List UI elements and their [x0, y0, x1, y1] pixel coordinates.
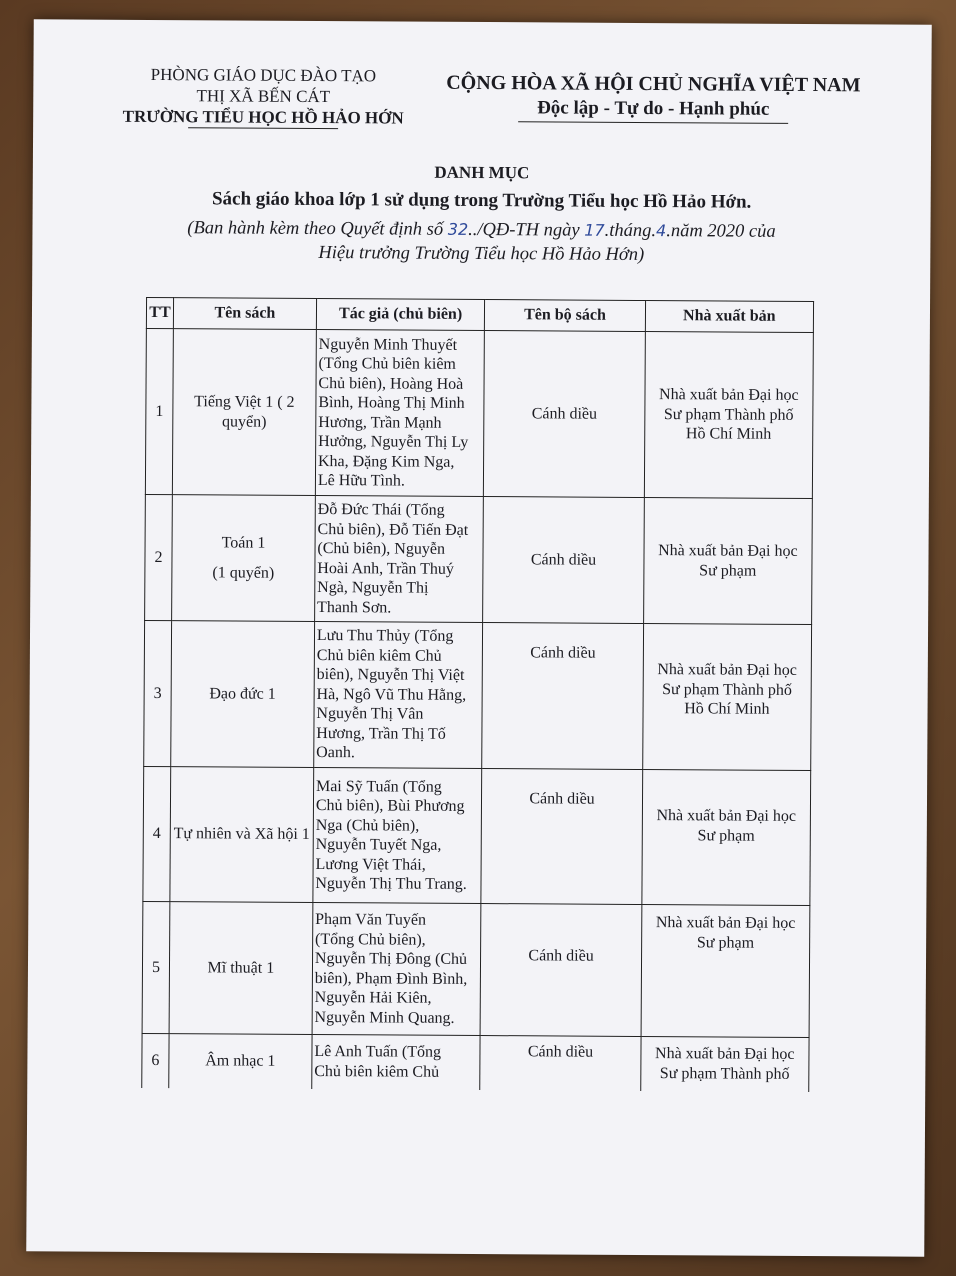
publisher-line: Nhà xuất bản Đại học	[659, 386, 799, 405]
authors	[312, 902, 481, 1035]
table-row	[144, 620, 812, 770]
authors	[312, 1034, 481, 1089]
publisher	[642, 624, 811, 771]
author-line: Bình, Hoàng Thị Minh	[318, 394, 465, 412]
header-book-title: Tên sách	[173, 298, 316, 330]
author-line: Chủ biên kiêm Chủ	[316, 646, 442, 665]
org-line-2: THỊ XÃ BẾN CÁT	[196, 86, 331, 107]
author-line: biên), Phạm Đình Bình,	[314, 969, 468, 988]
issuing-authority-block	[103, 64, 423, 130]
author-line: Chủ biên), Hoàng Hoà	[318, 374, 464, 393]
book-title: Âm nhạc 1	[169, 1034, 312, 1089]
header-tt: TT	[146, 297, 173, 328]
book-title	[172, 495, 316, 622]
series-name: Cánh diều	[484, 331, 645, 498]
book-title-line: quyển)	[221, 412, 267, 431]
author-line: Nguyễn Thị Đông (Chủ	[314, 950, 468, 968]
series-name: Cánh diều	[481, 769, 642, 905]
author-line: Nguyễn Thị Thu Trang.	[315, 875, 467, 893]
book-title	[172, 329, 316, 496]
publisher-line: Sư phạm	[699, 561, 757, 580]
series-name: Cánh diều	[480, 1036, 641, 1091]
row-number: 2	[145, 494, 173, 620]
handwritten-decision-number: 32	[447, 219, 469, 239]
author-line: Nguyễn Thị Vân	[316, 705, 424, 723]
national-motto-block	[433, 70, 873, 125]
note-text: .tháng.	[604, 220, 657, 242]
author-line: Lê Hữu Tình.	[317, 472, 405, 490]
author-line: (Tổng Chủ biên kiêm	[318, 355, 456, 373]
author-line: Mai Sỹ Tuấn (Tổng	[315, 777, 442, 796]
author-line: Ngà, Nguyễn Thị	[317, 579, 429, 597]
row-number: 5	[142, 901, 170, 1033]
publisher-line: Sư phạm Thành phố	[659, 1064, 790, 1083]
series-name: Cánh diều	[480, 904, 641, 1037]
table-row	[143, 766, 811, 905]
publisher	[643, 498, 812, 625]
author-line: Hà, Ngô Vũ Thu Hằng,	[316, 685, 467, 704]
publisher-line: Sư phạm	[696, 933, 755, 952]
author-line: Lương Việt Thái,	[315, 855, 426, 874]
series-name: Cánh diều	[482, 623, 643, 770]
author-line: Đỗ Đức Thái (Tổng	[317, 501, 445, 519]
author-line: Nguyễn Tuyết Nga,	[315, 836, 442, 854]
author-line: Chủ biên kiêm Chủ	[314, 1062, 440, 1081]
publisher-line: Nhà xuất bản Đại học	[658, 542, 798, 560]
table-row	[142, 1033, 809, 1091]
author-line: Oanh.	[316, 744, 355, 762]
publisher-line: Hồ Chí Minh	[684, 700, 770, 718]
publisher-line: Nhà xuất bản Đại học	[654, 1045, 795, 1064]
publisher-line: Nhà xuất bản Đại học	[656, 807, 797, 825]
row-number: 6	[142, 1033, 169, 1087]
authors	[315, 495, 484, 622]
header-publisher: Nhà xuất bản	[645, 301, 813, 333]
author-line: Thanh Sơn.	[317, 598, 392, 616]
document-page	[26, 19, 932, 1256]
row-number: 4	[143, 766, 171, 901]
author-line: Chủ biên), Bùi Phương	[315, 797, 465, 815]
note-text: .năm 2020 của	[666, 221, 776, 242]
publisher-line: Nhà xuất bản Đại học	[657, 661, 797, 679]
document-heading: DANH MỤC	[434, 162, 530, 183]
note-text: ../QĐ-TH ngày	[468, 219, 585, 241]
note-text: (Ban hành kèm theo Quyết định số	[187, 218, 448, 240]
publisher-line: Sư phạm Thành phố	[662, 680, 792, 699]
author-line: (Tổng Chủ biên),	[315, 930, 426, 949]
author-line: biên), Nguyễn Thị Việt	[316, 666, 465, 685]
author-line: (Chủ biên), Nguyễn	[317, 540, 446, 558]
row-number: 3	[144, 620, 172, 766]
authors	[314, 621, 483, 768]
header-series: Tên bộ sách	[485, 300, 645, 332]
nation-name: CỘNG HÒA XÃ HỘI CHỦ NGHĨA VIỆT NAM	[446, 71, 861, 97]
publisher-line: Sư phạm Thành phố	[663, 405, 794, 424]
document-title-block	[32, 159, 931, 268]
publisher-line: Nhà xuất bản Đại học	[655, 914, 796, 932]
author-line: Hoài Anh, Trần Thuý	[317, 559, 454, 578]
author-line: Lê Anh Tuấn (Tổng	[314, 1043, 442, 1062]
book-title: Mĩ thuật 1	[169, 902, 313, 1035]
table-header-row	[146, 297, 813, 332]
decision-note-line-2: Hiệu trưởng Trường Tiểu học Hồ Hảo Hớn)	[318, 243, 645, 266]
school-name: TRƯỜNG TIỂU HỌC HỒ HẢO HỚN	[122, 106, 404, 128]
author-line: Nguyễn Minh Thuyết	[318, 335, 458, 354]
book-title-line: Toán 1	[221, 534, 266, 552]
org-line-1: PHÒNG GIÁO DỤC ĐÀO TẠO	[150, 64, 377, 86]
authors	[313, 767, 482, 903]
author-line: Kha, Đặng Kim Nga,	[317, 452, 455, 471]
publisher-line: Hồ Chí Minh	[685, 425, 772, 444]
book-title: Đạo đức 1	[171, 621, 315, 768]
author-line: Hưởng, Nguyễn Thị Ly	[318, 433, 469, 451]
book-title-line: (1 quyển)	[212, 563, 275, 582]
publisher-line: Sư phạm	[697, 826, 755, 845]
handwritten-month: 4	[655, 221, 667, 241]
author-line: Hương, Trần Thị Tố	[316, 724, 446, 743]
textbook-table	[141, 297, 814, 1092]
authors	[315, 330, 484, 497]
table-row	[145, 328, 813, 498]
publisher	[644, 332, 813, 499]
table-row	[145, 494, 813, 624]
author-line: Phạm Văn Tuyến	[315, 911, 427, 929]
motto: Độc lập - Tự do - Hạnh phúc	[537, 97, 770, 120]
document-subheading: Sách giáo khoa lớp 1 sử dụng trong Trường Tiểu học Hồ Hảo Hớn.	[211, 188, 752, 213]
series-name: Cánh diều	[483, 497, 644, 624]
header-authors: Tác giả (chủ biên)	[316, 299, 485, 331]
book-title-line: Tiếng Việt 1 ( 2	[194, 393, 295, 411]
author-line: Nguyễn Hải Kiên,	[314, 989, 432, 1007]
author-line: Nga (Chủ biên),	[315, 816, 420, 835]
publisher	[642, 770, 811, 906]
publisher	[641, 904, 810, 1037]
author-line: Hương, Trần Mạnh	[318, 413, 442, 432]
handwritten-day: 17	[584, 220, 605, 240]
book-title: Tự nhiên và Xã hội 1	[170, 767, 314, 903]
publisher	[640, 1036, 809, 1091]
author-line: Chủ biên), Đỗ Tiến Đạt	[317, 520, 469, 539]
author-line: Nguyễn Minh Quang.	[314, 1008, 455, 1027]
author-line: Lưu Thu Thủy (Tổng	[316, 627, 454, 646]
row-number: 1	[145, 328, 173, 494]
table-row	[142, 901, 810, 1037]
